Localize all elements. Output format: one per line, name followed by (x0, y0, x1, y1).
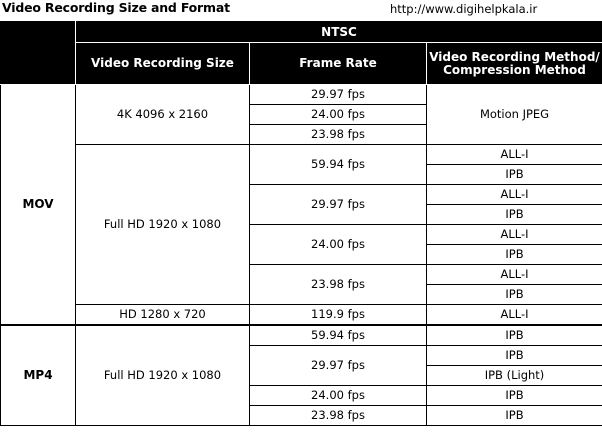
method-cell: IPB (427, 205, 602, 225)
method-cell: IPB (427, 406, 602, 426)
method-header-line1: Video Recording Method/ (429, 49, 600, 64)
frame-rate-cell: 24.00 fps (250, 105, 427, 125)
ntsc-header: NTSC (76, 22, 602, 43)
size-fullhd-mov: Full HD 1920 x 1080 (76, 145, 250, 305)
method-cell: ALL-I (427, 265, 602, 285)
table-row (1, 325, 602, 346)
frame-rate-cell: 23.98 fps (250, 406, 427, 426)
method-cell: IPB (427, 346, 602, 366)
table-row (1, 145, 602, 165)
method-cell: IPB (427, 325, 602, 346)
method-cell: ALL-I (427, 185, 602, 205)
format-mp4: MP4 (1, 325, 76, 426)
group-header-row (1, 22, 602, 43)
frame-rate-cell: 24.00 fps (250, 386, 427, 406)
method-cell: ALL-I (427, 225, 602, 245)
frame-rate-header: Frame Rate (250, 43, 427, 85)
recording-size-table (0, 21, 602, 426)
page-title: Video Recording Size and Format (2, 0, 230, 15)
method-cell: IPB (427, 165, 602, 185)
table-row (1, 85, 602, 105)
method-cell: IPB (427, 386, 602, 406)
frame-rate-cell: 23.98 fps (250, 265, 427, 305)
method-mjpeg: Motion JPEG (427, 85, 602, 145)
method-header (427, 43, 602, 85)
frame-rate-cell: 29.97 fps (250, 346, 427, 386)
method-header-line2: Compression Method (443, 62, 586, 77)
frame-rate-cell: 29.97 fps (250, 185, 427, 225)
method-cell: IPB (427, 285, 602, 305)
column-header-row (1, 43, 602, 85)
frame-rate-cell: 59.94 fps (250, 325, 427, 346)
frame-rate-cell: 24.00 fps (250, 225, 427, 265)
format-mov: MOV (1, 85, 76, 326)
frame-rate-cell: 23.98 fps (250, 125, 427, 145)
size-header: Video Recording Size (76, 43, 250, 85)
frame-rate-cell: 59.94 fps (250, 145, 427, 185)
method-cell: ALL-I (427, 145, 602, 165)
size-hd: HD 1280 x 720 (76, 305, 250, 326)
frame-rate-cell: 29.97 fps (250, 85, 427, 105)
source-url: http://www.digihelpkala.ir (390, 2, 538, 16)
method-cell: IPB (Light) (427, 366, 602, 386)
method-cell: ALL-I (427, 305, 602, 326)
method-cell: IPB (427, 245, 602, 265)
size-4k: 4K 4096 x 2160 (76, 85, 250, 145)
frame-rate-cell: 119.9 fps (250, 305, 427, 326)
corner-cell (1, 22, 76, 85)
size-fullhd-mp4: Full HD 1920 x 1080 (76, 325, 250, 426)
